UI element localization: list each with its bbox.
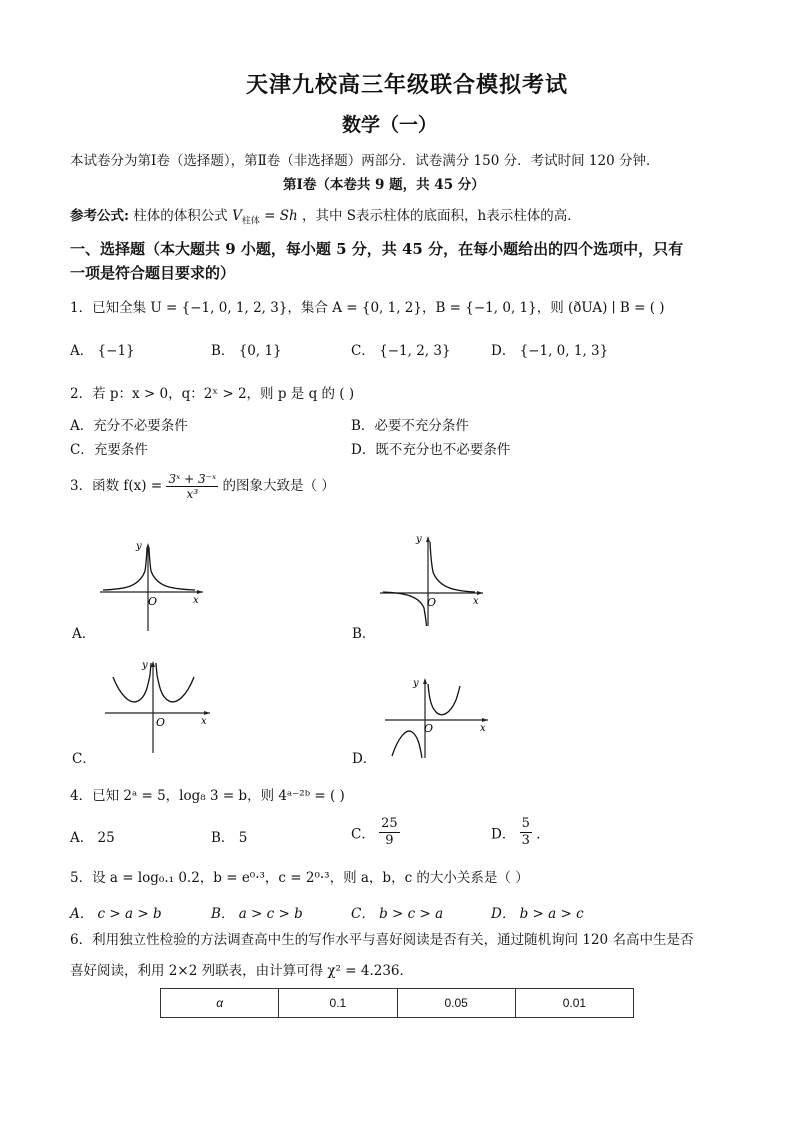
q4-option-d-fraction [520, 816, 532, 849]
graph-d-x-label: x [480, 723, 486, 734]
q4-option-c-label: C． [351, 826, 375, 843]
graph-b-origin: O [427, 596, 437, 609]
q3-denominator: x³ [186, 487, 199, 501]
graph-a-origin: O [148, 595, 158, 608]
formula-post: ，其中 S表示柱体的底面积，h表示柱体的高． [301, 208, 581, 224]
q1-option-b: B． {0, 1} [211, 343, 282, 359]
q3-option-a: A． [72, 626, 96, 642]
graph-a-y-label: y [136, 541, 142, 552]
q4-c-numerator: 25 [381, 816, 398, 831]
q3-option-d: D． [352, 751, 377, 767]
graph-c-y-label: y [142, 660, 148, 671]
section-heading-line2: 一项是符合题目要求的） [70, 264, 236, 282]
q4-stem: 4．已知 2ᵃ = 5，log₈ 3 = b，则 4ᵃ⁻²ᵇ = ( ) [70, 788, 345, 804]
graph-b-y-label: y [416, 534, 422, 545]
formula-v: V [232, 208, 242, 224]
table-cell-alpha: α [161, 989, 279, 1018]
q3-graph-a [95, 535, 210, 635]
q5-option-d: D． b > a > c [491, 906, 584, 922]
graph-d-y-label: y [413, 678, 419, 689]
formula-pre: 柱体的体积公式 [133, 208, 228, 224]
q3-fraction [166, 472, 218, 501]
q4-d-numerator: 5 [521, 816, 530, 831]
graph-a-x-label: x [193, 595, 199, 606]
q6-stem-line2: 喜好阅读，利用 2×2 列联表，由计算可得 χ² = 4.236． [70, 963, 413, 979]
q5-option-a: A． c > a > b [70, 906, 162, 922]
q3-stem-post: 的图象大致是（ ） [222, 478, 335, 494]
q5-option-b: B． a > c > b [211, 906, 303, 922]
q1-option-c: C． {−1, 2, 3} [351, 343, 451, 359]
q4-option-d [491, 816, 550, 849]
q3-stem-pre: 3．函数 f(x) = [70, 478, 163, 494]
q6-stem-line1: 6．利用独立性检验的方法调查高中生的写作水平与喜好阅读是否有关，通过随机询问 120 名高中生是否 [70, 932, 694, 948]
q1-option-d: D． {−1, 0, 1, 3} [491, 343, 609, 359]
graph-c-origin: O [156, 716, 166, 729]
q4-option-a: A． 25 [70, 830, 115, 846]
table-row [161, 989, 634, 1018]
q4-option-b: B． 5 [211, 830, 248, 846]
alpha-table [160, 988, 634, 1018]
table-cell: 0.05 [397, 989, 515, 1018]
graph-b-x-label: x [473, 596, 479, 607]
graph-c-x-label: x [201, 716, 207, 727]
section-heading-line1: 一、选择题（本大题共 9 小题，每小题 5 分，共 45 分，在每小题给出的四个选项中，只有 [70, 240, 684, 258]
formula-label: 参考公式: [70, 208, 129, 224]
q2-stem: 2．若 p：x > 0，q：2ˣ > 2，则 p 是 q 的 ( ) [70, 386, 355, 402]
q4-c-denominator: 9 [385, 833, 394, 848]
q1-stem: 1．已知全集 U = {−1, 0, 1, 2, 3}，集合 A = {0, 1, 2}，B = {−1, 0, 1}，则 (ðUA) ∣ B = ( ) [70, 300, 665, 316]
reference-formula [70, 204, 581, 227]
formula-eq: = Sh [264, 208, 298, 224]
q2-option-a: A．充分不必要条件 [70, 418, 188, 434]
part-one-heading: 第Ⅰ卷（本卷共 9 题，共 45 分） [283, 177, 485, 193]
formula-sub: 柱体 [241, 216, 260, 227]
q3-option-c: C． [72, 751, 96, 767]
table-cell: 0.1 [279, 989, 397, 1018]
exam-subtitle: 数学（一） [342, 114, 438, 136]
q4-option-c-fraction [379, 816, 400, 849]
q3-graph-d [380, 672, 495, 762]
q3-numerator: 3ˣ + 3⁻ˣ [168, 472, 217, 486]
q4-option-d-tail: ． [536, 826, 550, 843]
exam-title: 天津九校高三年级联合模拟考试 [246, 72, 569, 98]
q5-stem: 5．设 a = log₀.₁ 0.2，b = e⁰·³，c = 2⁰·³，则 a，b，c 的大小关系是（ ） [70, 870, 529, 886]
q2-option-b: B．必要不充分条件 [351, 418, 469, 434]
q3-option-b: B． [352, 626, 376, 642]
q4-option-c [351, 816, 400, 849]
q2-option-d: D．既不充分也不必要条件 [351, 442, 511, 458]
table-cell: 0.01 [515, 989, 633, 1018]
q3-stem [70, 472, 335, 501]
q2-option-c: C．充要条件 [70, 442, 148, 458]
q1-option-a: A． {−1} [70, 343, 135, 359]
q4-option-d-label: D． [491, 826, 516, 843]
exam-intro: 本试卷分为第Ⅰ卷（选择题），第Ⅱ卷（非选择题）两部分．试卷满分 150 分．考试时间 120 分钟． [70, 153, 660, 169]
q3-graph-b [375, 530, 490, 630]
q3-graph-c [100, 655, 218, 755]
q5-option-c: C． b > c > a [351, 906, 444, 922]
q4-d-denominator: 3 [521, 833, 530, 848]
graph-d-origin: O [424, 722, 434, 735]
